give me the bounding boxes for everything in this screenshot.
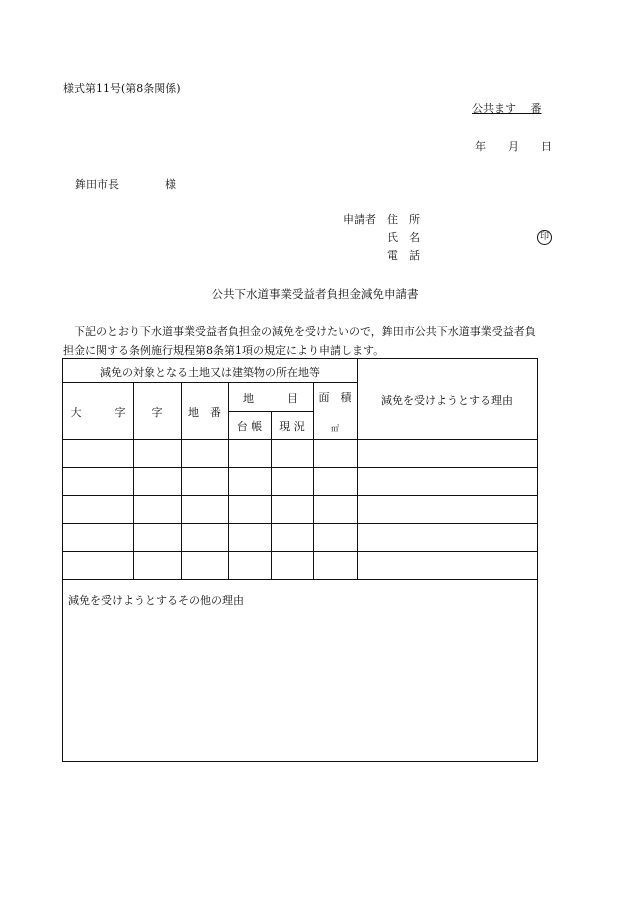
applicant-block — [343, 211, 420, 265]
document-title: 公共下水道事業受益者負担金減免申請書 — [211, 287, 419, 301]
chimoku-header: 地 目 — [243, 392, 298, 405]
addressee-name: 鉾田市長 — [75, 178, 119, 191]
address-label: 住 所 — [387, 213, 420, 226]
addressee — [75, 176, 176, 192]
genkyo-header: 現 況 — [279, 420, 305, 433]
oaza-header: 大 字 — [70, 406, 126, 419]
aza-header: 字 — [151, 406, 163, 419]
seal-mark: 印 — [537, 230, 552, 245]
year-label: 年 — [475, 140, 486, 153]
body-text: 下記のとおり下水道事業受益者負担金の減免を受けたいので，鉾田市公共下水道事業受益者負担金に関する条例施行規程第8条第1項の規定により申請します。 — [63, 325, 536, 357]
daicho-header: 台 帳 — [236, 420, 263, 433]
location-header: 減免の対象となる土地又は建築物の所在地等 — [100, 366, 320, 379]
reason-header: 減免を受けようとする理由 — [381, 394, 513, 407]
menseki-header: 面 積 — [318, 391, 352, 404]
month-label: 月 — [508, 140, 519, 153]
addressee-honorific: 様 — [165, 178, 176, 191]
document-number: 公共ます 番 — [472, 102, 542, 115]
chiban-header: 地 番 — [188, 406, 221, 419]
date-line — [475, 138, 558, 154]
name-label: 氏 名 — [387, 231, 420, 244]
area-unit: ㎡ — [331, 424, 339, 433]
form-number: 様式第11号(第8条関係) — [63, 82, 181, 95]
day-label: 日 — [541, 140, 552, 153]
phone-label: 電 話 — [387, 249, 420, 262]
other-reason-label: 減免を受けようとするその他の理由 — [68, 594, 244, 607]
application-table — [62, 358, 538, 762]
applicant-role: 申請者 — [343, 213, 376, 226]
